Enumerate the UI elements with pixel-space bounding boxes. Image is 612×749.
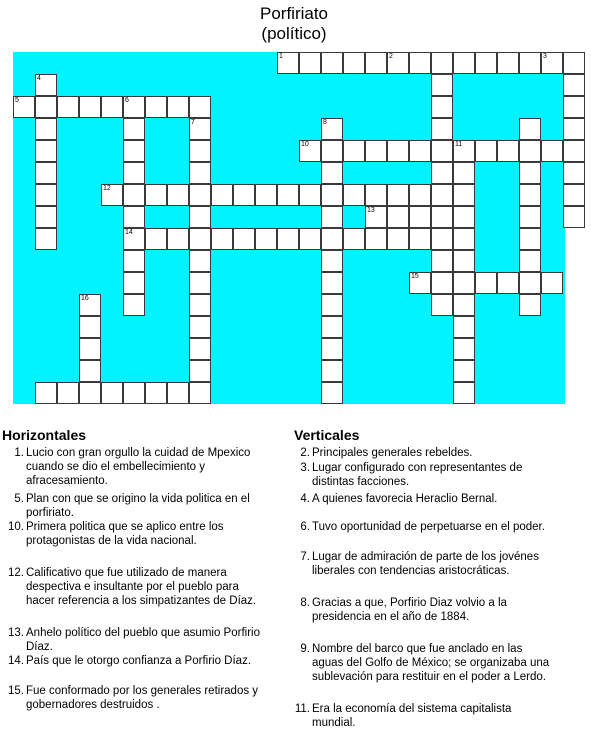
- grid-cell[interactable]: [79, 360, 101, 382]
- clue-list-number: 3.: [300, 462, 310, 474]
- clue-number-1: 1: [279, 53, 283, 60]
- grid-cell[interactable]: [35, 74, 57, 96]
- verticales-clue: [290, 461, 552, 489]
- clue-text: Anhelo político del pueblo que asumio Porfirio Díaz.: [26, 627, 260, 653]
- clue-number-8: 8: [323, 119, 327, 126]
- grid-cell[interactable]: [453, 360, 475, 382]
- grid-cell[interactable]: [255, 228, 277, 250]
- grid-cell[interactable]: [453, 140, 475, 162]
- grid-cell[interactable]: [365, 184, 387, 206]
- grid-cell[interactable]: [387, 52, 409, 74]
- grid-cell[interactable]: [101, 382, 123, 404]
- grid-cell[interactable]: [211, 228, 233, 250]
- grid-cell[interactable]: [409, 206, 431, 228]
- clue-list-number: 11.: [294, 703, 310, 715]
- grid-cell[interactable]: [409, 184, 431, 206]
- grid-cell[interactable]: [189, 360, 211, 382]
- grid-cell[interactable]: [35, 140, 57, 162]
- clue-text: Primera politica que se aplico entre los protagonistas de la vida nacional.: [26, 521, 224, 547]
- grid-cell[interactable]: [189, 316, 211, 338]
- grid-cell[interactable]: [431, 184, 453, 206]
- grid-cell[interactable]: [211, 184, 233, 206]
- grid-cell[interactable]: [321, 360, 343, 382]
- grid-cell[interactable]: [453, 338, 475, 360]
- grid-cell[interactable]: [519, 52, 541, 74]
- grid-cell[interactable]: [299, 184, 321, 206]
- grid-cell[interactable]: [189, 96, 211, 118]
- grid-cell[interactable]: [189, 118, 211, 140]
- verticales-clue: [290, 702, 552, 730]
- title-line-1: Porfiriato: [259, 4, 329, 23]
- clue-number-7: 7: [191, 119, 195, 126]
- grid-cell[interactable]: [167, 96, 189, 118]
- grid-cell[interactable]: [321, 250, 343, 272]
- grid-cell[interactable]: [453, 184, 475, 206]
- grid-cell[interactable]: [321, 206, 343, 228]
- grid-cell[interactable]: [343, 228, 365, 250]
- verticales-clue: [290, 492, 552, 506]
- grid-cell[interactable]: [541, 272, 563, 294]
- grid-cell[interactable]: [233, 228, 255, 250]
- grid-cell[interactable]: [299, 140, 321, 162]
- grid-cell[interactable]: [431, 162, 453, 184]
- grid-cell[interactable]: [431, 294, 453, 316]
- grid-cell[interactable]: [35, 96, 57, 118]
- grid-cell[interactable]: [453, 162, 475, 184]
- grid-cell[interactable]: [519, 118, 541, 140]
- grid-cell[interactable]: [321, 52, 343, 74]
- grid-cell[interactable]: [35, 228, 57, 250]
- grid-cell[interactable]: [365, 228, 387, 250]
- grid-cell[interactable]: [475, 272, 497, 294]
- grid-cell[interactable]: [497, 272, 519, 294]
- grid-cell[interactable]: [277, 228, 299, 250]
- grid-cell[interactable]: [365, 52, 387, 74]
- clue-text: Nombre del barco que fue anclado en las aguas del Golfo de México; se organizaba una sublevación para restituir en el poder a Lerdo.: [312, 643, 550, 683]
- grid-cell[interactable]: [431, 206, 453, 228]
- grid-cell[interactable]: [277, 52, 299, 74]
- grid-cell[interactable]: [563, 140, 585, 162]
- grid-cell[interactable]: [321, 184, 343, 206]
- clue-text: Lugar configurado con representantes de distintas facciones.: [312, 462, 523, 488]
- grid-cell[interactable]: [145, 96, 167, 118]
- clue-number-15: 15: [411, 273, 419, 280]
- grid-cell[interactable]: [519, 162, 541, 184]
- grid-cell[interactable]: [475, 52, 497, 74]
- grid-cell[interactable]: [277, 184, 299, 206]
- grid-cell[interactable]: [409, 272, 431, 294]
- clue-text: Plan con que se origino la vida politica en el porfiriato.: [26, 493, 250, 519]
- clue-number-11: 11: [455, 141, 463, 148]
- clue-number-2: 2: [389, 53, 393, 60]
- grid-cell[interactable]: [453, 382, 475, 404]
- clue-list-number: 4.: [300, 493, 310, 505]
- grid-cell[interactable]: [541, 140, 563, 162]
- horizontales-clue: [4, 626, 266, 654]
- clue-text: Era la economía del sistema capitalista mundial.: [312, 703, 512, 729]
- verticales-clue: [290, 520, 552, 534]
- grid-cell[interactable]: [123, 294, 145, 316]
- grid-cell[interactable]: [387, 206, 409, 228]
- clue-text: País que le otorgo confianza a Porfirio Díaz.: [26, 655, 252, 667]
- verticales-clue: [290, 642, 552, 684]
- verticales-clue: [290, 446, 552, 460]
- grid-cell[interactable]: [167, 184, 189, 206]
- grid-cell[interactable]: [453, 228, 475, 250]
- grid-cell[interactable]: [79, 382, 101, 404]
- clue-list-number: 10.: [8, 521, 24, 533]
- horizontales-clue: [4, 684, 266, 712]
- clue-text: Principales generales rebeldes.: [312, 447, 473, 459]
- title-line-2: (político): [261, 24, 327, 43]
- grid-cell[interactable]: [321, 162, 343, 184]
- verticales-clue: [290, 596, 552, 624]
- grid-cell[interactable]: [123, 382, 145, 404]
- grid-cell[interactable]: [563, 118, 585, 140]
- grid-cell[interactable]: [35, 206, 57, 228]
- horizontales-clue: [4, 446, 266, 488]
- clue-number-5: 5: [15, 97, 19, 104]
- clue-number-3: 3: [543, 53, 547, 60]
- grid-cell[interactable]: [79, 338, 101, 360]
- grid-cell[interactable]: [431, 272, 453, 294]
- grid-cell[interactable]: [431, 118, 453, 140]
- grid-cell[interactable]: [189, 184, 211, 206]
- grid-cell[interactable]: [321, 118, 343, 140]
- clue-list-number: 8.: [300, 597, 310, 609]
- clue-text: Calificativo que fue utilizado de manera despectiva e insultante por el pueblo para hacer referencia a los simpatizantes de Díaz.: [26, 567, 257, 607]
- grid-cell[interactable]: [519, 140, 541, 162]
- grid-cell[interactable]: [519, 206, 541, 228]
- grid-cell[interactable]: [563, 206, 585, 228]
- horizontales-heading: Horizontales: [2, 427, 87, 443]
- grid-cell[interactable]: [563, 162, 585, 184]
- clue-text: A quienes favorecia Heraclio Bernal.: [312, 493, 498, 505]
- verticales-clue: [290, 550, 552, 578]
- grid-cell[interactable]: [431, 52, 453, 74]
- grid-cell[interactable]: [387, 228, 409, 250]
- horizontales-clue: [4, 520, 266, 548]
- clue-list-number: 15.: [8, 685, 24, 697]
- grid-cell[interactable]: [453, 250, 475, 272]
- clue-list-number: 1.: [14, 447, 24, 459]
- grid-cell[interactable]: [497, 52, 519, 74]
- grid-cell[interactable]: [299, 52, 321, 74]
- grid-cell[interactable]: [167, 382, 189, 404]
- verticales-heading: Verticales: [294, 427, 360, 443]
- grid-cell[interactable]: [519, 250, 541, 272]
- grid-cell[interactable]: [189, 382, 211, 404]
- grid-cell[interactable]: [123, 118, 145, 140]
- grid-cell[interactable]: [79, 96, 101, 118]
- grid-cell[interactable]: [57, 382, 79, 404]
- grid-cell[interactable]: [431, 140, 453, 162]
- grid-cell[interactable]: [299, 228, 321, 250]
- grid-cell[interactable]: [343, 52, 365, 74]
- grid-cell[interactable]: [321, 294, 343, 316]
- grid-cell[interactable]: [519, 228, 541, 250]
- grid-cell[interactable]: [541, 52, 563, 74]
- clue-text: Lugar de admiración de parte de los jovénes liberales con tendencias aristocráticas.: [312, 551, 539, 577]
- grid-cell[interactable]: [453, 272, 475, 294]
- grid-cell[interactable]: [519, 184, 541, 206]
- clue-text: Lucio con gran orgullo la cuidad de Mpexico cuando se dio el embellecimiento y afracesamiento.: [26, 447, 251, 487]
- grid-cell[interactable]: [101, 184, 123, 206]
- grid-cell[interactable]: [453, 316, 475, 338]
- grid-cell[interactable]: [123, 96, 145, 118]
- grid-cell[interactable]: [189, 162, 211, 184]
- grid-cell[interactable]: [321, 228, 343, 250]
- grid-cell[interactable]: [189, 338, 211, 360]
- crossword-grid: [13, 52, 565, 404]
- grid-cell[interactable]: [189, 250, 211, 272]
- grid-cell[interactable]: [123, 140, 145, 162]
- grid-cell[interactable]: [453, 206, 475, 228]
- grid-cell[interactable]: [123, 250, 145, 272]
- clue-list-number: 14.: [8, 655, 24, 667]
- grid-cell[interactable]: [79, 294, 101, 316]
- grid-cell[interactable]: [123, 184, 145, 206]
- grid-cell[interactable]: [475, 140, 497, 162]
- grid-cell[interactable]: [79, 316, 101, 338]
- clue-list-number: 6.: [300, 521, 310, 533]
- clue-number-4: 4: [37, 75, 41, 82]
- grid-cell[interactable]: [35, 184, 57, 206]
- grid-cell[interactable]: [145, 382, 167, 404]
- clue-text: Gracias a que, Porfirio Diaz volvio a la presidencia en el año de 1884.: [312, 597, 507, 623]
- grid-cell[interactable]: [35, 162, 57, 184]
- grid-cell[interactable]: [321, 338, 343, 360]
- grid-cell[interactable]: [563, 74, 585, 96]
- grid-cell[interactable]: [563, 52, 585, 74]
- clue-number-16: 16: [81, 295, 89, 302]
- grid-cell[interactable]: [321, 272, 343, 294]
- clue-number-13: 13: [367, 207, 375, 214]
- grid-cell[interactable]: [409, 140, 431, 162]
- grid-cell[interactable]: [365, 206, 387, 228]
- grid-cell[interactable]: [387, 184, 409, 206]
- grid-cell[interactable]: [189, 228, 211, 250]
- horizontales-clue: [4, 654, 266, 668]
- grid-cell[interactable]: [563, 96, 585, 118]
- clue-list-number: 13.: [8, 627, 24, 639]
- grid-cell[interactable]: [123, 206, 145, 228]
- grid-cell[interactable]: [321, 316, 343, 338]
- grid-cell[interactable]: [321, 140, 343, 162]
- grid-cell[interactable]: [343, 140, 365, 162]
- clue-list-number: 5.: [14, 493, 24, 505]
- horizontales-clue: [4, 492, 266, 520]
- grid-cell[interactable]: [563, 184, 585, 206]
- grid-cell[interactable]: [519, 294, 541, 316]
- grid-cell[interactable]: [35, 382, 57, 404]
- grid-cell[interactable]: [519, 272, 541, 294]
- grid-cell[interactable]: [431, 250, 453, 272]
- clue-list-number: 2.: [300, 447, 310, 459]
- grid-cell[interactable]: [233, 184, 255, 206]
- grid-cell[interactable]: [123, 272, 145, 294]
- grid-cell[interactable]: [409, 228, 431, 250]
- grid-cell[interactable]: [101, 96, 123, 118]
- grid-cell[interactable]: [123, 162, 145, 184]
- grid-cell[interactable]: [497, 140, 519, 162]
- clue-number-12: 12: [103, 185, 111, 192]
- grid-cell[interactable]: [13, 96, 35, 118]
- grid-cell[interactable]: [453, 52, 475, 74]
- grid-cell[interactable]: [189, 206, 211, 228]
- clue-number-14: 14: [125, 229, 133, 236]
- grid-cell[interactable]: [189, 140, 211, 162]
- grid-cell[interactable]: [145, 184, 167, 206]
- grid-cell[interactable]: [453, 294, 475, 316]
- clue-list-number: 12.: [8, 567, 24, 579]
- clue-text: Fue conformado por los generales retirados y gobernadores destruidos .: [26, 685, 259, 711]
- clue-list-number: 7.: [300, 551, 310, 563]
- grid-cell[interactable]: [431, 96, 453, 118]
- clue-text: Tuvo oportunidad de perpetuarse en el poder.: [312, 521, 545, 533]
- grid-cell[interactable]: [167, 228, 189, 250]
- grid-cell[interactable]: [321, 382, 343, 404]
- clue-number-10: 10: [301, 141, 309, 148]
- grid-cell[interactable]: [255, 184, 277, 206]
- horizontales-clue: [4, 566, 266, 608]
- grid-cell[interactable]: [57, 96, 79, 118]
- grid-cell[interactable]: [409, 52, 431, 74]
- grid-cell[interactable]: [431, 228, 453, 250]
- clue-number-6: 6: [125, 97, 129, 104]
- grid-cell[interactable]: [35, 118, 57, 140]
- grid-cell[interactable]: [189, 272, 211, 294]
- grid-cell[interactable]: [189, 294, 211, 316]
- clue-list-number: 9.: [300, 643, 310, 655]
- grid-cell[interactable]: [145, 228, 167, 250]
- grid-cell[interactable]: [365, 140, 387, 162]
- grid-cell[interactable]: [123, 228, 145, 250]
- puzzle-title: [0, 4, 588, 44]
- grid-cell[interactable]: [343, 184, 365, 206]
- grid-cell[interactable]: [387, 140, 409, 162]
- grid-cell[interactable]: [431, 74, 453, 96]
